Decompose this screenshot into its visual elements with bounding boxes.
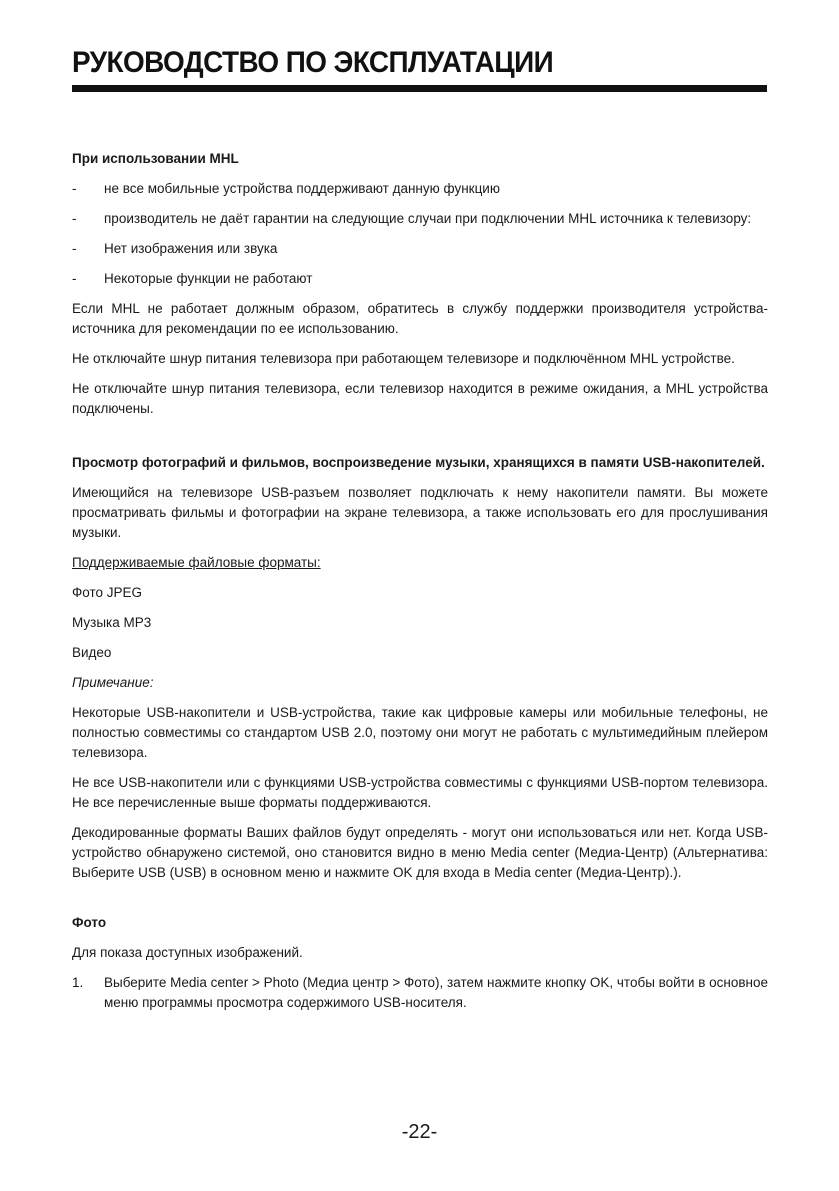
photo-heading: Фото bbox=[72, 915, 107, 930]
section-spacer bbox=[72, 893, 768, 913]
list-item bbox=[72, 209, 768, 229]
note-paragraph: Не все USB-накопители или с функциями USB-устройства совместимы с функциями USB-портом телевизора. Не все перечисленные выше форматы поддерживаются. bbox=[72, 775, 768, 810]
formats-title: Поддерживаемые файловые форматы: bbox=[72, 555, 321, 570]
photo-steps bbox=[72, 973, 768, 1013]
step-item bbox=[72, 973, 768, 1013]
list-item bbox=[72, 239, 768, 259]
dash-bullet: - bbox=[72, 211, 77, 226]
step-number: 1. bbox=[72, 975, 84, 990]
note-paragraph: Декодированные форматы Ваших файлов будут определять - могут они использоваться или нет. Когда USB-устройство обнаружено системой, оно становится видно в меню Media center (Медиа-Центр) (Альтернатива: Выберите USB (USB) в основном меню и нажмите OK для входа в Media center (Медиа-Центр).). bbox=[72, 825, 768, 880]
list-item-text: не все мобильные устройства поддерживают данную функцию bbox=[104, 181, 500, 196]
page-header-title: РУКОВОДСТВО ПО ЭКСПЛУАТАЦИИ bbox=[72, 46, 554, 79]
header-divider bbox=[72, 85, 767, 92]
usb-heading: Просмотр фотографий и фильмов, воспроизведение музыки, хранящихся в памяти USB-накопителей. bbox=[72, 455, 765, 470]
note-paragraph: Некоторые USB-накопители и USB-устройства, такие как цифровые камеры или мобильные телефоны, не полностью совместимы со стандартом USB 2.0, поэтому они могут не работать с мультимедийным плейером телевизора. bbox=[72, 705, 768, 760]
list-item-text: Нет изображения или звука bbox=[104, 241, 278, 256]
list-item-text: производитель не даёт гарантии на следующие случаи при подключении MHL источника к телевизору: bbox=[104, 211, 752, 226]
usb-intro: Имеющийся на телевизоре USB-разъем позволяет подключать к нему накопители памяти. Вы можете просматривать фильмы и фотографии на экране телевизора, а также использовать его для прослушивания музыки. bbox=[72, 485, 768, 540]
note-label: Примечание: bbox=[72, 675, 154, 690]
usb-section bbox=[72, 453, 768, 883]
format-item: Видео bbox=[72, 645, 112, 660]
list-item-text: Некоторые функции не работают bbox=[104, 271, 313, 286]
format-item: Музыка MP3 bbox=[72, 615, 152, 630]
photo-section bbox=[72, 913, 768, 1013]
mhl-heading: При использовании MHL bbox=[72, 151, 239, 166]
page-number: -22- bbox=[401, 1121, 438, 1143]
mhl-paragraph: Не отключайте шнур питания телевизора, если телевизор находится в режиме ожидания, а MHL устройства подключены. bbox=[72, 381, 768, 416]
page-content bbox=[72, 149, 768, 1023]
format-item: Фото JPEG bbox=[72, 585, 143, 600]
mhl-paragraph: Если MHL не работает должным образом, обратитесь в службу поддержки производителя устройства-источника для рекомендации по ее использованию. bbox=[72, 301, 768, 336]
mhl-section bbox=[72, 149, 768, 419]
mhl-paragraph: Не отключайте шнур питания телевизора при работающем телевизоре и подключённом MHL устройстве. bbox=[72, 351, 735, 366]
list-item bbox=[72, 269, 768, 289]
photo-intro: Для показа доступных изображений. bbox=[72, 945, 303, 960]
mhl-list bbox=[72, 179, 768, 289]
dash-bullet: - bbox=[72, 271, 77, 286]
section-spacer bbox=[72, 429, 768, 453]
list-item bbox=[72, 179, 768, 199]
dash-bullet: - bbox=[72, 241, 77, 256]
step-text: Выберите Media center > Photo (Медиа центр > Фото), затем нажмите кнопку OK, чтобы войти в основное меню программы просмотра содержимого USB-носителя. bbox=[104, 975, 768, 1010]
dash-bullet: - bbox=[72, 181, 77, 196]
